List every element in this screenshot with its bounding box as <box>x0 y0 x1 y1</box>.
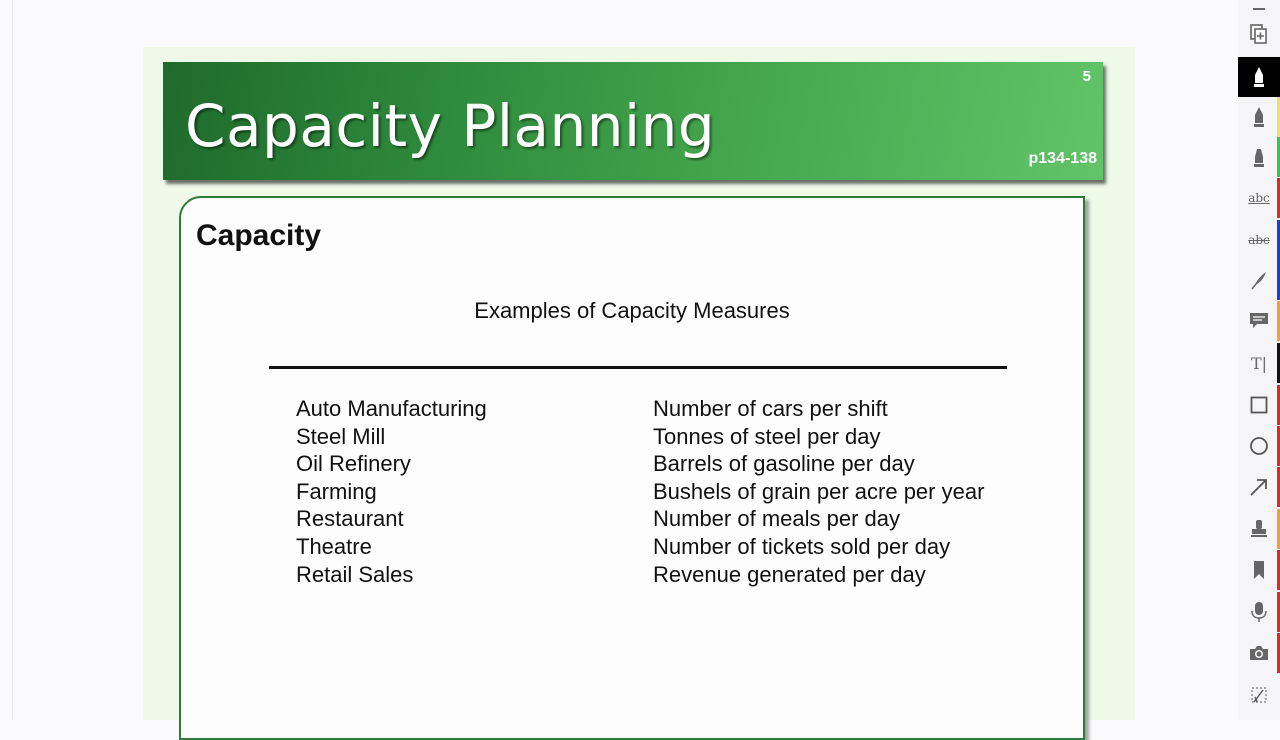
pen-tool-icon[interactable] <box>1238 57 1280 97</box>
table-row <box>296 450 984 478</box>
underline-tool-label: abc <box>1248 191 1270 205</box>
slide-title: Capacity Planning <box>185 92 716 160</box>
annotation-toolbar <box>1238 0 1280 720</box>
metric-cell: Barrels of gasoline per day <box>653 451 915 477</box>
slide-title-banner <box>163 62 1103 180</box>
table-row <box>296 478 984 506</box>
metric-cell: Tonnes of steel per day <box>653 423 881 449</box>
page-edge <box>12 0 13 720</box>
bookmark-icon[interactable] <box>1238 550 1280 590</box>
add-page-icon[interactable] <box>1238 14 1280 54</box>
table-row <box>296 561 984 589</box>
arrow-icon[interactable] <box>1238 467 1280 507</box>
comment-icon[interactable] <box>1238 301 1280 341</box>
metric-cell: Revenue generated per day <box>653 561 926 587</box>
text-tool-label: T| <box>1250 353 1268 373</box>
metric-cell: Number of cars per shift <box>653 396 888 421</box>
industry-cell: Theatre <box>296 533 372 559</box>
industry-cell: Restaurant <box>296 506 404 532</box>
section-heading: Capacity <box>196 219 322 252</box>
table-row <box>296 505 984 533</box>
strikethrough-tool-label: abc <box>1248 233 1270 247</box>
strikethrough-tool[interactable] <box>1238 220 1280 260</box>
table-row <box>296 395 984 423</box>
table-rule <box>269 366 1007 369</box>
industry-cell: Retail Sales <box>296 561 414 587</box>
industry-cell: Oil Refinery <box>296 451 411 477</box>
slide-number: 5 <box>1082 68 1091 85</box>
text-tool[interactable] <box>1238 343 1280 383</box>
camera-icon[interactable] <box>1238 633 1280 673</box>
industry-cell: Steel Mill <box>296 423 386 449</box>
table-row <box>296 423 984 451</box>
industry-cell: Auto Manufacturing <box>296 396 487 421</box>
industry-cell: Farming <box>296 478 377 504</box>
table-row <box>296 533 984 561</box>
marker-icon[interactable] <box>1238 137 1280 177</box>
metric-cell: Number of meals per day <box>653 506 900 532</box>
crop-scissors-icon[interactable] <box>1238 675 1280 715</box>
page-reference: p134-138 <box>1028 150 1097 167</box>
underline-tool[interactable] <box>1238 178 1280 218</box>
rectangle-icon[interactable] <box>1238 385 1280 425</box>
table-caption: Examples of Capacity Measures <box>474 298 790 323</box>
slide-content-box <box>179 196 1085 740</box>
circle-icon[interactable] <box>1238 426 1280 466</box>
feather-pen-icon[interactable] <box>1238 260 1280 300</box>
microphone-icon[interactable] <box>1238 592 1280 632</box>
highlighter-icon[interactable] <box>1238 97 1280 137</box>
metric-cell: Number of tickets sold per day <box>653 533 951 559</box>
metric-cell: Bushels of grain per acre per year <box>653 478 985 504</box>
capacity-measures-table <box>296 395 984 588</box>
stamp-icon[interactable] <box>1238 509 1280 549</box>
